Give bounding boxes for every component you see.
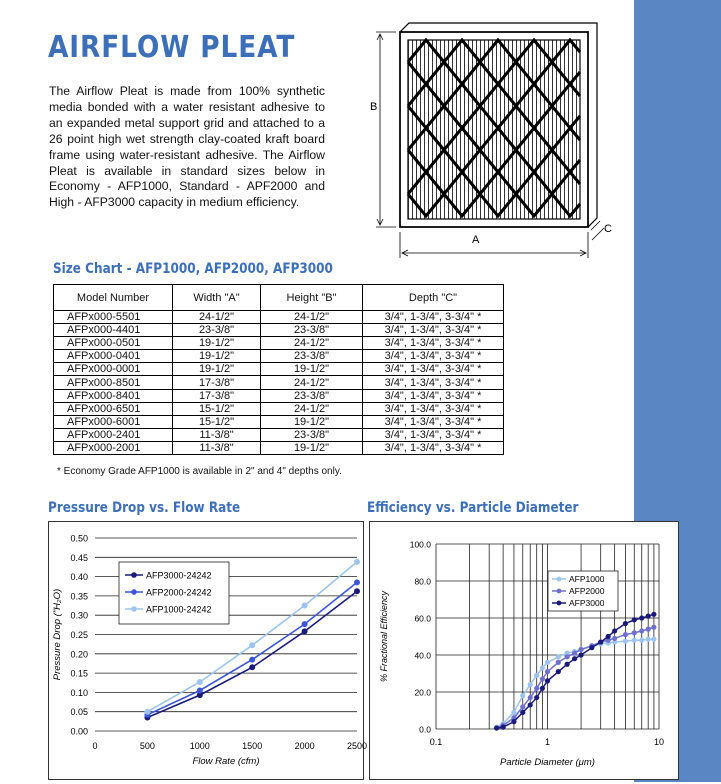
x-tick-label: 0 (92, 741, 98, 751)
data-point (528, 702, 533, 707)
data-point (511, 719, 516, 724)
data-point (589, 645, 594, 650)
data-point (354, 559, 360, 565)
height-cell: 24-1/2" (261, 376, 363, 389)
y-tick-label: 0.25 (70, 630, 88, 640)
depth-cell: 3/4", 1-3/4", 3-3/4" * (363, 337, 504, 350)
y-tick-label: 100.0 (409, 539, 431, 550)
legend-marker (131, 572, 137, 578)
height-cell: 23-3/8" (261, 428, 363, 441)
data-point (632, 617, 637, 622)
dimension-a (400, 232, 588, 258)
y-tick-label: 0.10 (70, 687, 88, 698)
height-cell: 19-1/2" (261, 441, 363, 454)
width-cell: 19-1/2" (173, 350, 261, 363)
data-point (578, 647, 583, 652)
depth-cell: 3/4", 1-3/4", 3-3/4" * (363, 441, 504, 454)
y-tick-label: 40.0 (414, 650, 431, 661)
table-row (54, 350, 504, 363)
data-point (540, 676, 545, 681)
data-point (612, 636, 617, 641)
y-tick-label: 0.35 (70, 591, 88, 602)
table-row (54, 324, 504, 337)
data-point (598, 639, 603, 644)
data-point (565, 662, 570, 667)
data-point (572, 656, 577, 661)
y-tick-label: 0.00 (70, 726, 88, 737)
model-number-cell: AFPx000-6501 (54, 402, 173, 415)
column-header: Model Number (54, 285, 173, 311)
legend-marker (557, 601, 562, 606)
width-cell: 23-3/8" (173, 324, 261, 337)
table-row (54, 428, 504, 441)
depth-cell: 3/4", 1-3/4", 3-3/4" * (363, 376, 504, 389)
width-cell: 19-1/2" (173, 363, 261, 376)
data-point (623, 621, 628, 626)
data-point (639, 638, 644, 643)
legend-label: AFP3000 (569, 598, 605, 608)
x-tick-label: 2500 (346, 741, 368, 751)
depth-cell: 3/4", 1-3/4", 3-3/4" * (363, 311, 504, 324)
table-row (54, 415, 504, 428)
y-tick-label: 0.05 (70, 707, 88, 718)
data-point (565, 654, 570, 659)
depth-cell: 3/4", 1-3/4", 3-3/4" * (363, 389, 504, 402)
x-tick-label: 10 (653, 737, 665, 747)
data-point (197, 679, 203, 685)
data-point (646, 627, 651, 632)
depth-cell: 3/4", 1-3/4", 3-3/4" * (363, 363, 504, 376)
legend-marker (557, 577, 562, 582)
data-point (197, 687, 203, 693)
depth-cell: 3/4", 1-3/4", 3-3/4" * (363, 402, 504, 415)
dimension-a-label: A (472, 234, 480, 246)
y-tick-label: 60.0 (414, 613, 431, 624)
table-row (54, 441, 504, 454)
column-header: Height "B" (261, 285, 363, 311)
pressure-chart-frame (48, 521, 368, 780)
x-tick-label: 0.1 (429, 737, 443, 747)
data-point (494, 725, 499, 730)
x-tick-label: 2000 (294, 741, 315, 751)
column-header: Depth "C" (363, 285, 504, 311)
column-header: Width "A" (173, 285, 261, 311)
data-point (556, 669, 561, 674)
data-point (249, 657, 255, 663)
data-point (354, 588, 360, 594)
data-point (534, 695, 539, 700)
data-point (623, 639, 628, 644)
data-point (545, 678, 550, 683)
model-number-cell: AFPx000-5501 (54, 311, 173, 324)
data-point (520, 710, 525, 715)
pressure-drop-chart (49, 522, 368, 779)
efficiency-chart (370, 522, 665, 779)
table-row (54, 311, 504, 324)
data-point (623, 632, 628, 637)
data-point (534, 686, 539, 691)
y-tick-label: 20.0 (414, 687, 431, 698)
data-point (528, 682, 533, 687)
y-tick-label: 0.50 (70, 533, 88, 544)
y-tick-label: 0.40 (70, 572, 88, 583)
data-point (528, 695, 533, 700)
table-row (54, 376, 504, 389)
data-point (540, 686, 545, 691)
y-tick-label: 0.30 (70, 610, 88, 621)
page-title: AIRFLOW PLEAT (48, 30, 296, 65)
legend-marker (557, 589, 562, 594)
dimension-b-label: B (370, 101, 378, 113)
y-axis-label: Pressure Drop ("H₂O) (52, 588, 63, 681)
data-point (520, 704, 525, 709)
pressure-chart-heading: Pressure Drop vs. Flow Rate (48, 500, 241, 516)
filter-diagram (360, 18, 630, 268)
height-cell: 24-1/2" (261, 311, 363, 324)
x-tick-label: 1500 (242, 741, 263, 751)
data-point (651, 612, 656, 617)
x-axis-label: Particle Diameter (μm) (500, 757, 595, 768)
table-row (54, 337, 504, 350)
economy-note: * Economy Grade AFP1000 is available in 2" and 4" depths only. (57, 466, 342, 477)
depth-cell: 3/4", 1-3/4", 3-3/4" * (363, 428, 504, 441)
width-cell: 19-1/2" (173, 337, 261, 350)
model-number-cell: AFPx000-4401 (54, 324, 173, 337)
size-chart-table (53, 284, 504, 455)
intro-paragraph: The Airflow Pleat is made from 100% synthetic media bonded with a water resistant adhesive to an expanded metal support grid and attached to a 26 point high wet strength clay-coated kraft board frame using water-resistant adhesive. The Airflow Pleat is available in standard sizes below in Economy - AFP1000, Standard - APF2000 and High - AFP3000 capacity in medium efficiency. (49, 84, 325, 210)
model-number-cell: AFPx000-6001 (54, 415, 173, 428)
y-tick-label: 80.0 (414, 576, 431, 587)
x-tick-label: 500 (139, 741, 155, 751)
data-point (639, 628, 644, 633)
legend-label: AFP3000-24242 (146, 570, 212, 581)
data-point (632, 638, 637, 643)
y-axis-label: % Fractional Efficiency (379, 590, 389, 683)
table-row (54, 363, 504, 376)
data-point (511, 710, 516, 715)
data-point (302, 628, 308, 634)
depth-cell: 3/4", 1-3/4", 3-3/4" * (363, 350, 504, 363)
x-tick-label: 1 (544, 737, 551, 747)
width-cell: 17-3/8" (173, 389, 261, 402)
x-axis-label: Flow Rate (cfm) (192, 756, 260, 767)
size-chart-heading: Size Chart - AFP1000, AFP2000, AFP3000 (53, 261, 333, 277)
data-point (632, 630, 637, 635)
legend-label: AFP2000 (569, 586, 605, 596)
data-point (545, 669, 550, 674)
data-point (354, 579, 360, 585)
data-point (651, 625, 656, 630)
y-tick-label: 0.45 (70, 552, 88, 563)
height-cell: 24-1/2" (261, 337, 363, 350)
data-point (556, 654, 561, 659)
table-row (54, 402, 504, 415)
width-cell: 15-1/2" (173, 402, 261, 415)
width-cell: 24-1/2" (173, 311, 261, 324)
data-point (545, 660, 550, 665)
data-point (612, 628, 617, 633)
data-point (540, 665, 545, 670)
depth-cell: 3/4", 1-3/4", 3-3/4" * (363, 324, 504, 337)
model-number-cell: AFPx000-2401 (54, 428, 173, 441)
width-cell: 15-1/2" (173, 415, 261, 428)
size-chart-header-row (54, 285, 504, 311)
width-cell: 11-3/8" (173, 428, 261, 441)
data-point (302, 621, 308, 627)
depth-cell: 3/4", 1-3/4", 3-3/4" * (363, 415, 504, 428)
dimension-c-label: C (604, 223, 612, 235)
table-row (54, 389, 504, 402)
x-tick-label: 1000 (189, 741, 210, 751)
data-point (646, 637, 651, 642)
data-point (651, 637, 656, 642)
data-point (144, 709, 150, 715)
model-number-cell: AFPx000-8501 (54, 376, 173, 389)
model-number-cell: AFPx000-0401 (54, 350, 173, 363)
model-number-cell: AFPx000-2001 (54, 441, 173, 454)
model-number-cell: AFPx000-0501 (54, 337, 173, 350)
dimension-c (591, 221, 604, 240)
legend-marker (131, 589, 137, 595)
legend-marker (131, 606, 137, 612)
data-point (249, 664, 255, 670)
width-cell: 17-3/8" (173, 376, 261, 389)
height-cell: 19-1/2" (261, 363, 363, 376)
model-number-cell: AFPx000-8401 (54, 389, 173, 402)
data-point (646, 614, 651, 619)
legend-label: AFP2000-24242 (146, 587, 212, 598)
efficiency-chart-heading: Efficiency vs. Particle Diameter (367, 500, 579, 516)
y-tick-label: 0.15 (70, 668, 88, 679)
data-point (639, 615, 644, 620)
height-cell: 23-3/8" (261, 350, 363, 363)
data-point (606, 634, 611, 639)
efficiency-chart-frame (369, 521, 679, 780)
data-point (534, 673, 539, 678)
legend-label: AFP1000 (569, 574, 605, 584)
dimension-b (376, 32, 396, 227)
data-point (578, 652, 583, 657)
height-cell: 23-3/8" (261, 389, 363, 402)
data-point (249, 642, 255, 648)
data-point (302, 603, 308, 609)
data-point (556, 660, 561, 665)
legend-label: AFP1000-24242 (146, 604, 212, 615)
model-number-cell: AFPx000-0001 (54, 363, 173, 376)
height-cell: 19-1/2" (261, 415, 363, 428)
data-point (501, 725, 506, 730)
width-cell: 11-3/8" (173, 441, 261, 454)
data-point (572, 651, 577, 656)
data-point (520, 693, 525, 698)
height-cell: 24-1/2" (261, 402, 363, 415)
y-tick-label: 0.0 (419, 724, 431, 735)
y-tick-label: 0.20 (70, 649, 88, 660)
height-cell: 23-3/8" (261, 324, 363, 337)
